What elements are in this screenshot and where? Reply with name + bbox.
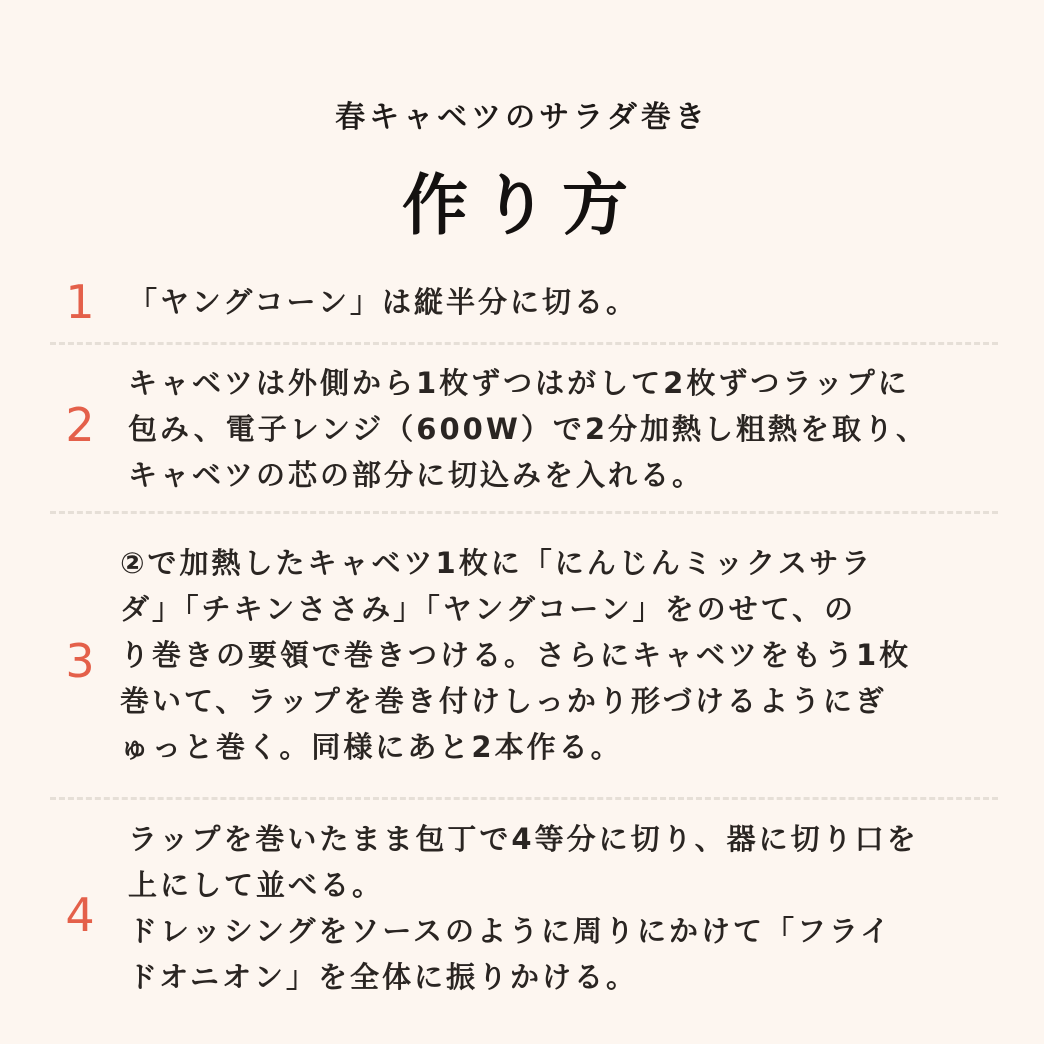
step-text	[128, 816, 919, 1000]
step-number: 1	[65, 275, 95, 329]
step-line: ドレッシングをソースのように周りにかけて「フライ	[128, 914, 893, 948]
step-number: 2	[65, 398, 95, 452]
step-text	[128, 279, 638, 325]
step-number: 3	[65, 634, 95, 688]
divider	[50, 797, 998, 800]
step-line: 包み、電子レンジ（600W）で2分加熱し粗熱を取り、	[128, 412, 928, 446]
step-text	[120, 540, 911, 770]
step-line: り巻きの要領で巻きつける。さらにキャベツをもう1枚	[120, 638, 912, 672]
step-line: ゅっと巻く。同様にあと2本作る。	[120, 730, 623, 764]
step-line: 「ヤングコーン」は縦半分に切る。	[128, 285, 638, 319]
step-line: ダ」「チキンささみ」「ヤングコーン」をのせて、の	[120, 592, 857, 626]
page-title: 作り方	[402, 167, 642, 244]
step-text	[128, 360, 928, 498]
step-line: ラップを巻いたまま包丁で4等分に切り、器に切り口を	[128, 822, 919, 856]
recipe-subtitle: 春キャベツのサラダ巻き	[335, 100, 709, 135]
step-line: キャベツは外側から1枚ずつはがして2枚ずつラップに	[128, 366, 910, 400]
step-line: ②で加熱したキャベツ1枚に「にんじんミックスサラ	[120, 546, 874, 580]
step-line: 上にして並べる。	[128, 868, 385, 902]
divider	[50, 342, 998, 345]
divider	[50, 511, 998, 514]
step-line: 巻いて、ラップを巻き付けしっかり形づけるようにぎ	[120, 684, 887, 718]
step-line: キャベツの芯の部分に切込みを入れる。	[128, 458, 705, 492]
step-line: ドオニオン」を全体に振りかける。	[128, 960, 638, 994]
step-number: 4	[65, 888, 95, 942]
